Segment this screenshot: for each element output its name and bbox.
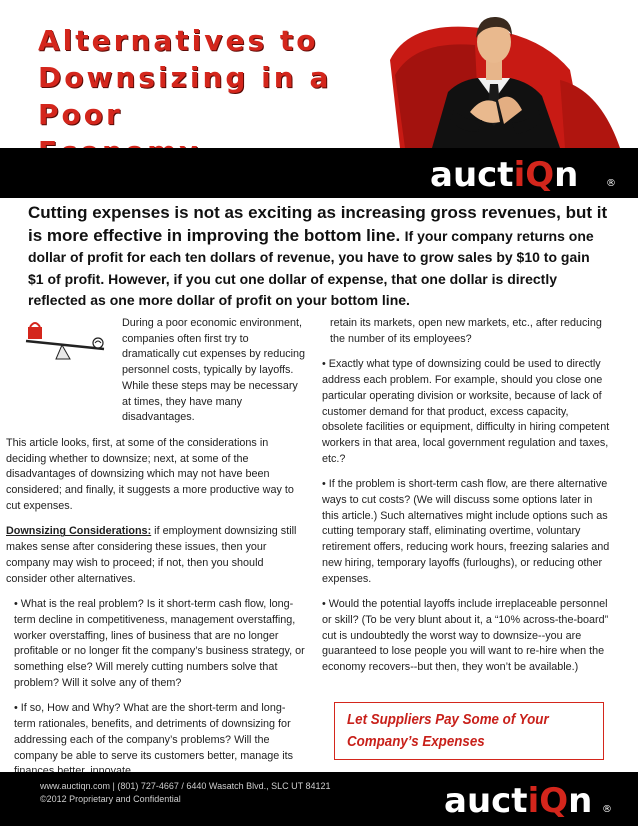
callout-line-2: Company’s Expenses — [347, 734, 485, 750]
businessman-illustration — [370, 0, 638, 148]
callout-line-1: Let Suppliers Pay Some of Your — [347, 712, 549, 728]
bullet-type-of-downsizing: • Exactly what type of downsizing could be used to directly address each problem. For example, should you close one particular operating division or worksite, because of lack of customer demand for that product, excess capacity, obsolete facilities or equipment, difficulty in hiring competent workers in that area, local government regulation and taxes, etc.? — [322, 358, 610, 465]
lead-large-text: Cutting expenses is not as exciting as increasing gross revenues, but it is more effective in improving the bottom line. — [28, 203, 608, 245]
article-overview-paragraph: This article looks, first, at some of the considerations in deciding whether to downsize; next, at some of the disadvantages of downsizing which may not have been considered; and finally, it suggests a more productive way to cut expenses. — [6, 436, 294, 512]
title-line-2: Downsizing in a Poor — [38, 61, 332, 131]
bullet-continuation: retain its markets, open new markets, etc., after reducing the number of its employees? — [330, 317, 602, 345]
downsizing-considerations-paragraph — [6, 524, 306, 587]
footer-copyright: ©2012 Proprietary and Confidential — [40, 794, 181, 804]
left-column — [6, 316, 306, 790]
svg-text:auctiQn: auctiQn — [444, 781, 593, 820]
right-column — [322, 316, 612, 686]
bullet-short-term-cash-flow: • If the problem is short-term cash flow, are there alternative ways to cut costs? (We will discuss some options later in this article.) Such alternatives might include options such as cutting temporary staff, eliminating overtime, voluntary retirement offers, reducing work hours, freezing salaries and new hiring, temporary layoffs (furloughs), or reducing other expenses. — [322, 478, 610, 585]
footer-contact: www.auctiqn.com | (801) 727-4667 / 6440 Wasatch Blvd., SLC UT 84121 — [40, 781, 331, 791]
intro-paragraph: During a poor economic environment, companies often first try to dramatically cut expenses by reducing personnel costs, typically by layoffs. While these steps may be necessary at times, they have many disadvantages. — [122, 317, 306, 424]
lead-paragraph — [28, 202, 608, 312]
svg-text:®: ® — [602, 804, 612, 815]
title-line-1: Alternatives to — [38, 24, 319, 57]
lead-small-text: If your company returns one dollar of profit for each ten dollars of revenue, you have to grow sales by $10 to gain $1 of profit. However, if you cut one dollar of expense, that one dollar is directly reflected as one more dollar of profit on your bottom line. — [28, 227, 594, 308]
svg-text:®: ® — [606, 178, 616, 189]
svg-text:auctiQn: auctiQn — [430, 155, 579, 194]
bullet-how-and-why: • If so, How and Why? What are the short-term and long-term rationales, benefits, and detriments of downsizing for addressing each of the company’s problems? Will the company be able to serve its customers better, manage its — [14, 702, 294, 762]
bullet-real-problem: • What is the real problem? Is it short-term cash flow, long-term decline in competitiveness, management overstaffing, worker overstaffing, lines of business that are no longer profitable or no longer fit the company’s business strategy, or something else? Will merely cutting numbers solve that problem? Will it solve any of them? — [14, 598, 305, 689]
bullet-irreplaceable-personnel: • Would the potential layoffs include irreplaceable personnel or skill? (To be very blunt about it, a “10% across-the-board” cut is undoubtedly the worst way to downsize--you are guaranteed to lose people you will want to re-hire when the economy recovers--but then, they won’t be available.) — [322, 598, 609, 674]
auctiqn-footer-logo — [444, 778, 614, 820]
downsizing-considerations-heading: Downsizing Considerations: — [6, 525, 152, 538]
auctiqn-logo — [430, 152, 620, 194]
suppliers-callout — [334, 702, 604, 760]
downsizing-considerations-text: if employment downsizing still makes sense after considering these issues, then your company may wish to proceed; if not, then you should consider other alternatives. — [6, 525, 297, 585]
